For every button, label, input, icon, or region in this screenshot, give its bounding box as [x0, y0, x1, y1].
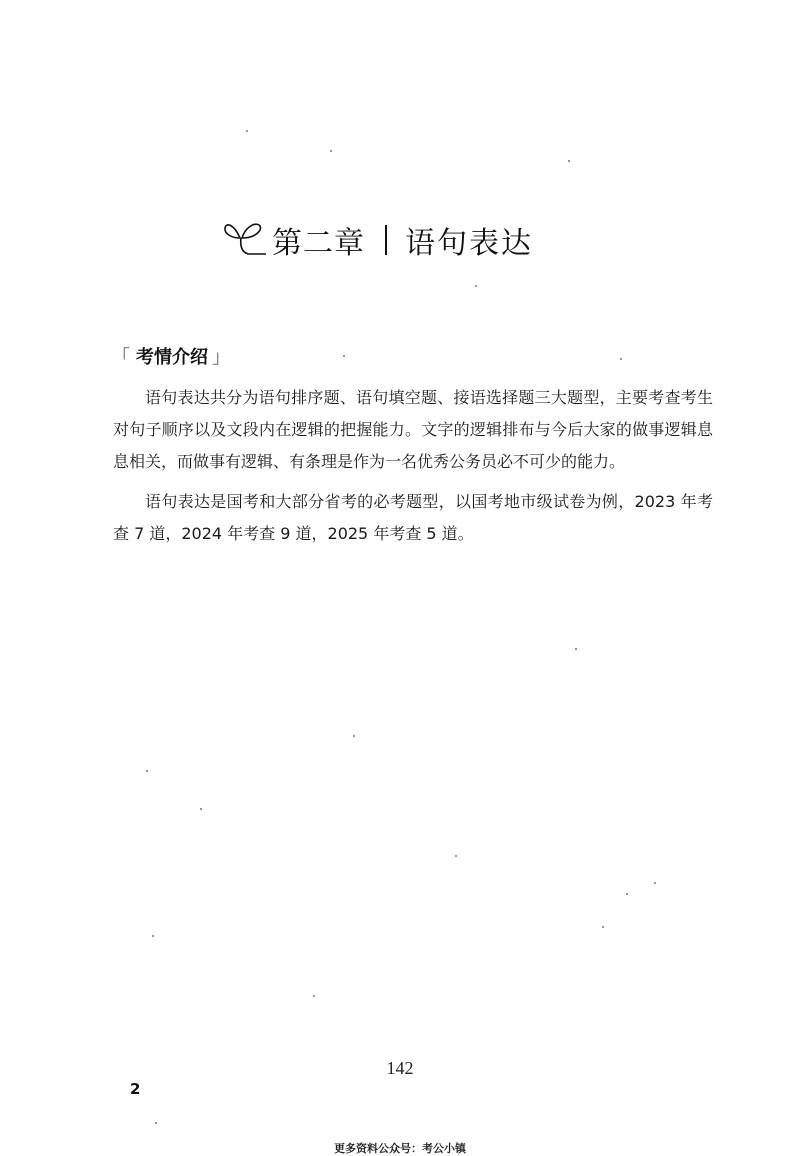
chapter-number: 第二章: [272, 226, 365, 261]
sprout-icon: [218, 216, 268, 264]
scan-speck: [200, 808, 202, 810]
scan-speck: [475, 285, 477, 287]
scan-speck: [602, 926, 604, 928]
scan-speck: [246, 130, 248, 132]
paragraph-intro: 语句表达共分为语句排序题、语句填空题、接语选择题三大题型，主要考查考生对句子顺序以及文段内在逻辑的把握能力。文字的逻辑排布与今后大家的做事逻辑息息相关，而做事有逻辑、有条理是作为一名优秀公务员必不可少的能力。: [113, 388, 713, 471]
scan-speck: [575, 648, 577, 650]
bracket-close: 」: [212, 347, 230, 368]
bracket-open: 「: [112, 347, 130, 368]
side-number: 2: [130, 1080, 141, 1098]
scan-speck: [626, 893, 628, 895]
section-label: 考情介绍: [136, 347, 208, 368]
title-divider: [385, 225, 387, 255]
scan-speck: [568, 160, 570, 162]
scan-speck: [353, 735, 355, 737]
scan-speck: [155, 1122, 157, 1124]
scan-speck: [146, 770, 148, 772]
paragraph-stats: 语句表达是国考和大部分省考的必考题型，以国考地市级试卷为例，2023 年考查 7 道，2024 年考查 9 道，2025 年考查 5 道。: [113, 492, 713, 543]
scan-speck: [654, 882, 656, 884]
scan-speck: [620, 358, 622, 360]
scan-speck: [455, 855, 457, 857]
scan-speck: [313, 995, 315, 997]
footer-text: 更多资料公众号：考公小镇: [334, 1142, 466, 1155]
chapter-name: 语句表达: [405, 226, 533, 261]
section-heading: [112, 343, 230, 369]
page-number: 142: [386, 1058, 414, 1078]
chapter-title: [218, 212, 533, 268]
scan-speck: [152, 935, 154, 937]
scan-speck: [330, 150, 332, 152]
scan-speck: [343, 355, 345, 357]
